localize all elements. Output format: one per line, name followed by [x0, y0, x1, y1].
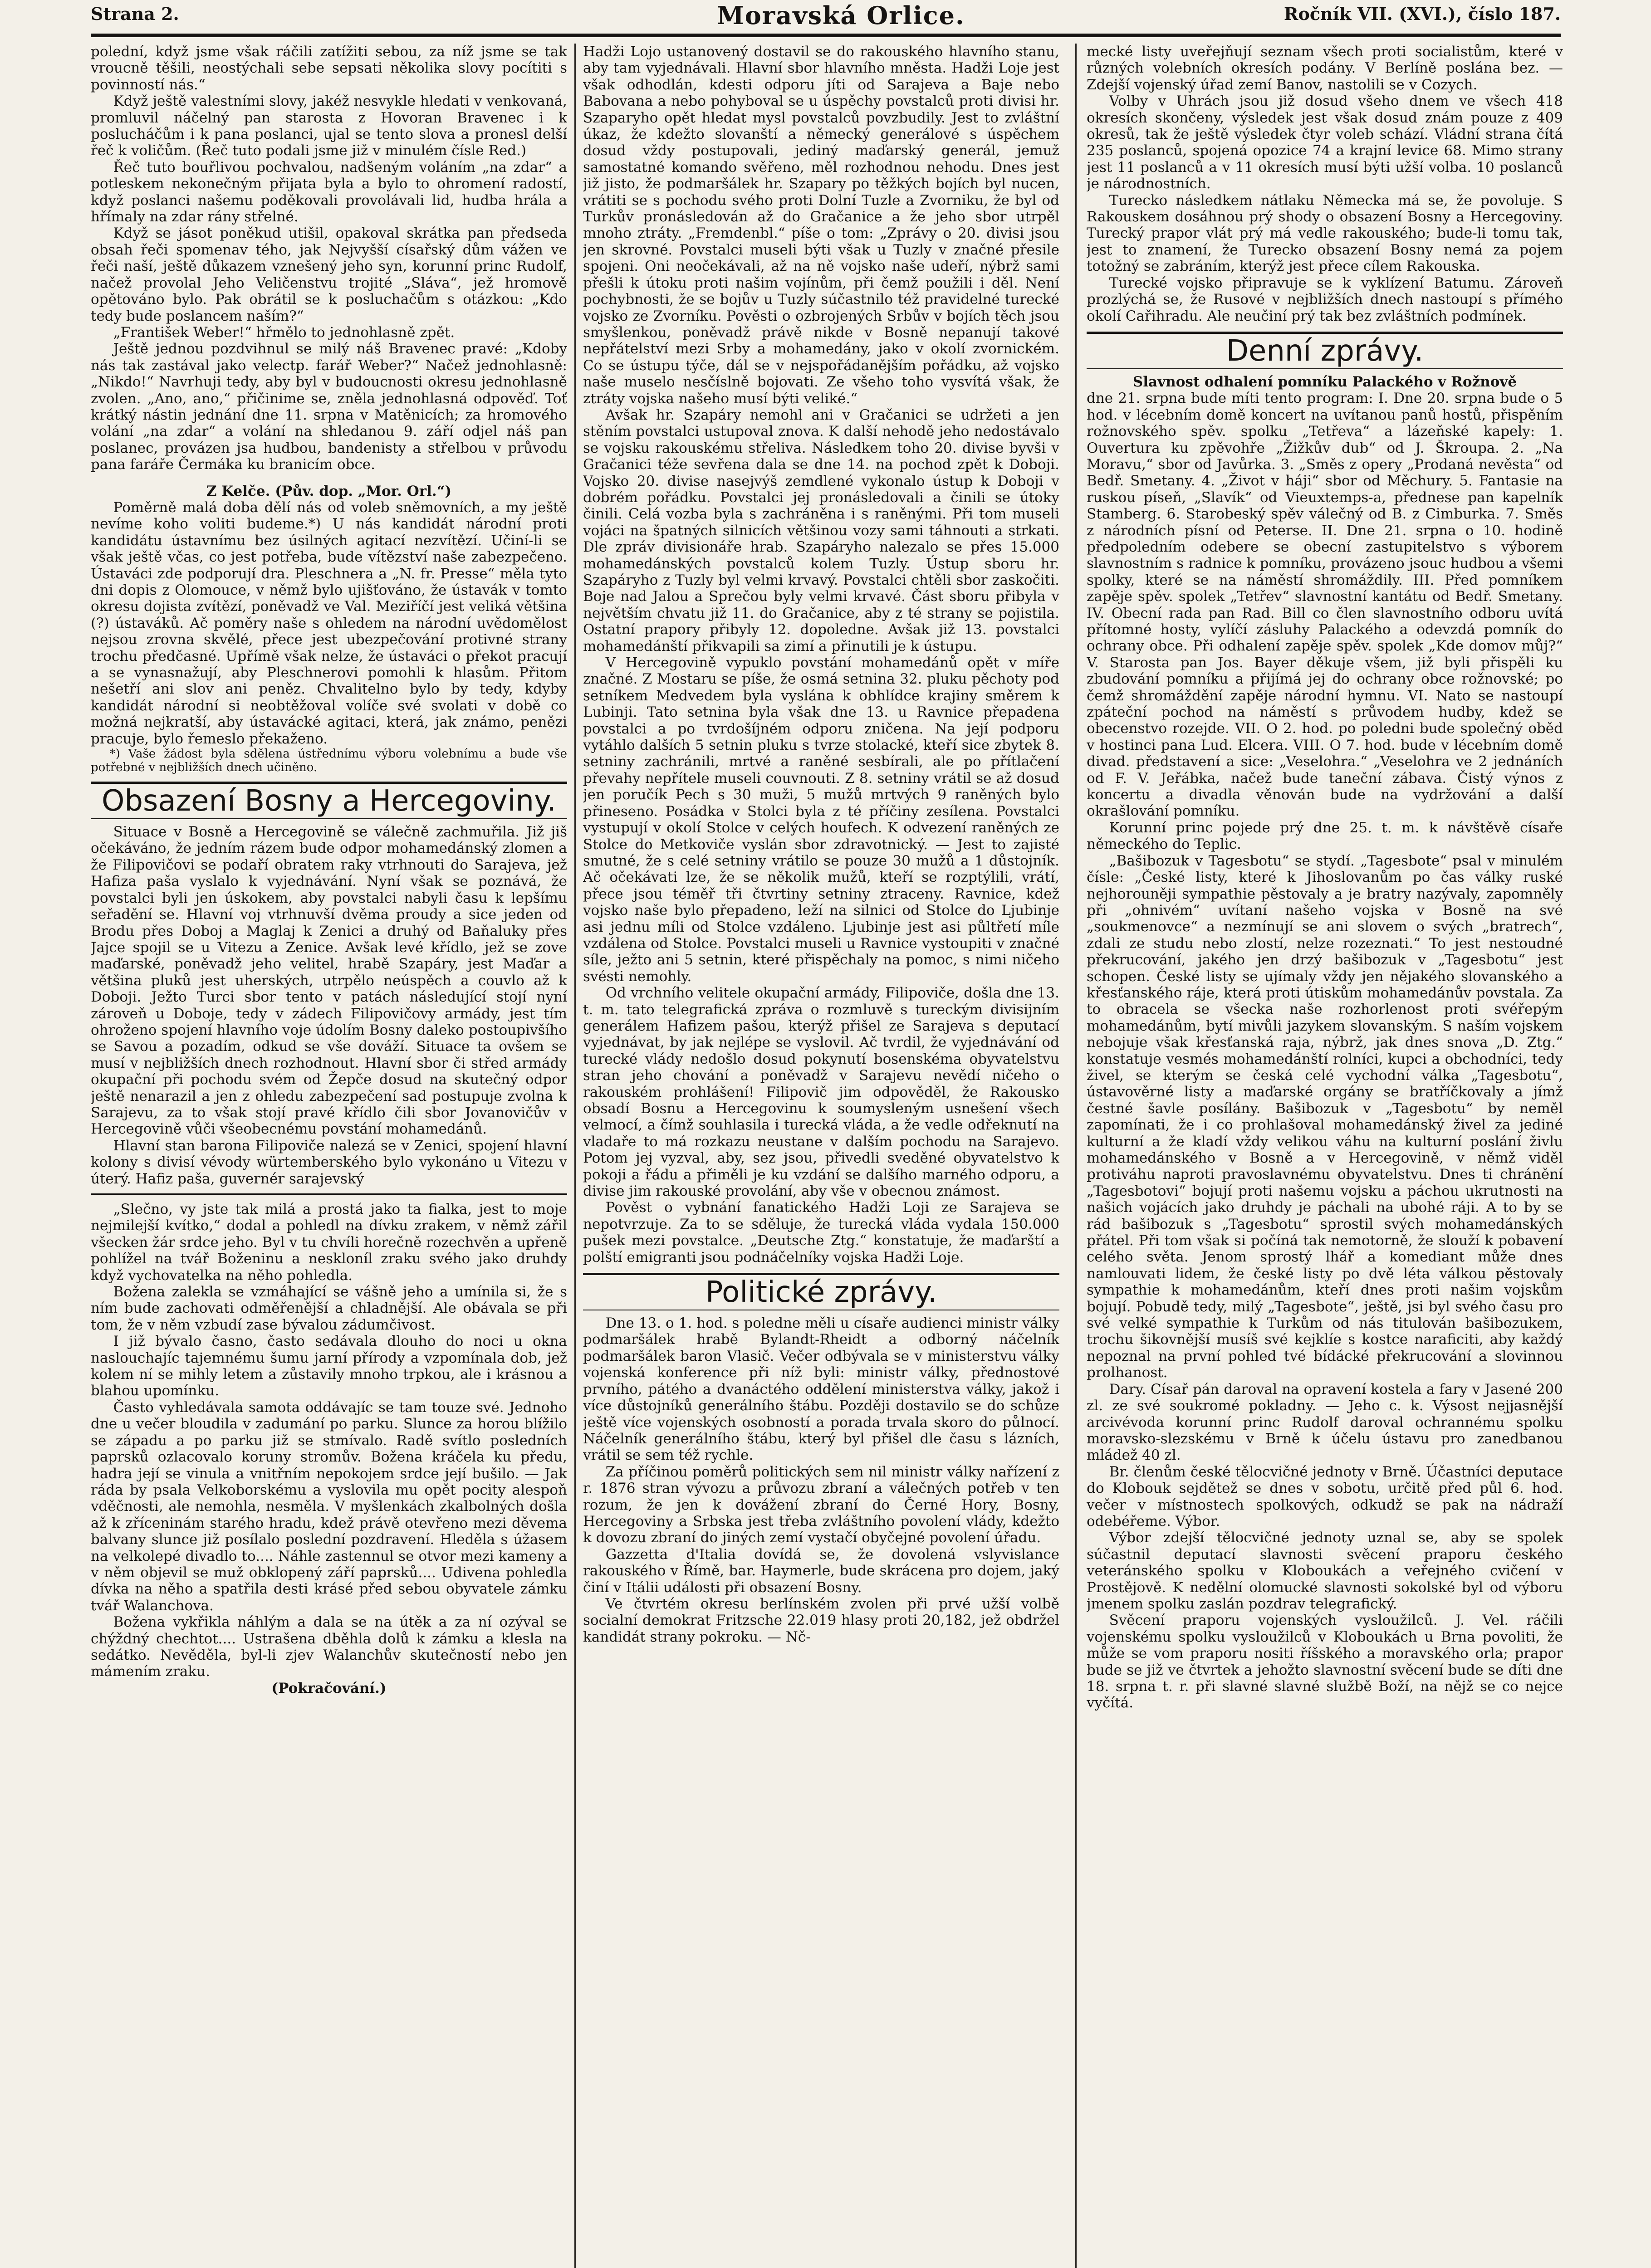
footnote: *) Vaše žádost byla sdělena ústřednímu výboru volebnímu a bude vše potřebné v nejbližších dnech učiněno. — [91, 747, 567, 775]
newspaper-title: Moravská Orlice. — [717, 1, 965, 30]
column-rule — [574, 44, 576, 2268]
paragraph: Poměrně malá doba dělí nás od voleb sněmovních, a my ještě nevíme koho voliti budeme.*) U nás kandidát národní proti kandidátu ústavnímu bez úsilných agitací nezvítězí. Učiní-li se však ještě včas, co jest potřeba, bude vítězství naše zabezpečeno. Ústaváci zde podporují dra. Pleschnera a „N. fr. Presse“ měla tyto dni dopis z Olomouce, v němž bylo ujišťováno, že ústavák v tomto okresu dojista zvítězí, poněvadž ve Val. Meziříčí jest veliká většina (?) ústaváků. Ač poměry naše s ohledem na národní uvědomělost nejsou zrovna skvělé, přece jest ubezpečování protivné strany trochu předčasné. Upřímě však nelze, že ústaváci o překot pracují a se vynasnažují, aby Pleschnerovi pomohli k hlasům. Přitom nešetří ani slov ani peněz. Chvalitelno bylo by tedy, kdyby kandidát národní si neobtěžoval volíče své svolati v době co možná nejkratší, aby ústavácké agitaci, která, jak známo, penězi pracuje, bylo řemeslo překaženo. — [91, 499, 567, 747]
paragraph: Od vrchního velitele okupační armády, Filipoviče, došla dne 13. t. m. tato telegrafická zpráva o rozmluvě s tureckým divisijním generálem Hafizem pašou, kterýž přišel ze Sarajeva s deputací vyjednávat, by jak nejlépe se vyslovil. Ač tvrdil, že vyjednávání od turecké vlády nedošlo dosud pokynutí bosenskéma obyvatelstvu stran jeho chování a poněvadž v Sarajevu nevědí ničeho o rakouském prohlášení! Filipovič jim odpověděl, že Rakousko obsadí Bosnu a Hercegovinu k soumysleným usnešení všech velmocí, a čímž souhlasila i turecká vláda, a že vedle odřeknutí na vladaře to má rozkazu neustane v dalším pochodu na Sarajevo. Potom jej vyzval, aby, sez jsou, přivedli sveděné obyvatelstvo k pokoji a řádu a přiměli je ku vzdání se dalšího marného odporu, a divise jim rakouské provolání, aby vše v obecnou známost. — [583, 985, 1059, 1200]
paragraph: Turecko následkem nátlaku Německa má se, že povoluje. S Rakouskem dosáhnou prý shody o obsazení Bosny a Hercegoviny. Turecký prapor vlát prý má vedle rakouského; bude-li tomu tak, jest to znamení, že Turecko obsazení Bosny nemá za pojem totožný se zabráním, kterýž jest přece cílem Rakouska. — [1087, 192, 1563, 275]
section-heading-bosnia: Obsazení Bosny a Hercegoviny. — [91, 782, 567, 819]
paragraph: Řeč tuto bouřlivou pochvalou, nadšeným voláním „na zdar“ a potleskem nekonečným přijata byla a bylo to ohromení radostí, když poslanci našemu poděkovali provolávali lid, hudba hrála a hřímaly na zdar rány střelné. — [91, 159, 567, 225]
paragraph: Avšak hr. Szapáry nemohl ani v Gračanici se udržeti a jen stěním povstalci ustupoval znova. K další nehodě jeho nedostávalo se vojsku rakouskému střeliva. Následkem toho 20. divise byvši v Gračanici téže sevřena dala se dne 14. na pochod zpět k Doboji. Vojsko 20. divise nasejvýš zemdlené vykonalo ústup k Doboji v dobrém pořádku. Povstalci jej pronásledovali a činili se útoky činili. Celá vozba byla s zachráněna i s raněnými. Při tom museli vojáci na špatných silnicích většinou vozy sami táhnouti a strkati. Dle zpráv divisionáře hrab. Szapáryho nalezalo se přes 15.000 mohamedánských povstalců kolem Tuzly. Ústup sboru hr. Szapáryho z Tuzly byl velmi krvavý. Povstalci chtěli sbor zaskočiti. Boje nad Jalou a Sprečou byly velmi krvavé. Část sboru přibyla v největším chvatu již 11. do Gračanice, aby z té strany se pojistila. Ostatní prapory přibyly 12. dopoledne. Avšak již 13. povstalci mohamedánští přikvapili sa zimí a přinutili je k ústupu. — [583, 406, 1059, 655]
paragraph: I již bývalo časno, často sedávala dlouho do noci u okna naslouchajíc tajemnému šumu jarní přírody a vzpomínala dob, jež kolem ní se mihly letem a zůstavily mnoho trpkou, ale i krásnou a blahou upomínku. — [91, 1333, 567, 1399]
dateline: Z Kelče. (Pův. dop. „Mor. Orl.“) — [206, 483, 452, 499]
paragraph: Dary. Císař pán daroval na opravení kostela a fary v Jasené 200 zl. ze své soukromé pokladny. — Jeho c. k. Výsost nejjasnější arcivévoda korunní princ Rudolf daroval ochrannému spolku moravsko-slezskému v Brně k účelu ústavu pro zanedbanou mládež 40 zl. — [1087, 1381, 1563, 1464]
paragraph: Hlavní stan barona Filipoviče nalezá se v Zenici, spojení hlavní kolony s divisí vévody würtemberského bylo vykonáno u Vitezu v úterý. Hafiz paša, guvernér sarajevský — [91, 1137, 567, 1187]
paragraph: Ve čtvrtém okresu berlínském zvolen při prvé užší volbě socialní demokrat Fritzsche 22.019 hlasy proti 20,182, jež obdržel kandidát strany pokroku. — Nč- — [583, 1595, 1059, 1645]
subheading: Slavnost odhalení pomníku Palackého v Rožnově — [1132, 373, 1517, 390]
paragraph: mecké listy uveřejňují seznam všech proti socialistům, které v různých volebních okresích podány. V Berlíně poslána bez. — Zdejší vojenský úřad zemí Banov, nastolili se v Cozych. — [1087, 44, 1563, 93]
paragraph: Br. členům české tělocvičné jednoty v Brně. Účastníci deputace do Klobouk sejdětež se dnes v sobotu, určitě před půl 6. hod. večer v místnostech spolkových, odkudž se pak na nádraží odebéřeme. Výbor. — [1087, 1463, 1563, 1530]
paragraph: Božena vykřikla náhlým a dala se na útěk a za ní ozýval se chýždný chechtot.... Ustrašena dběhla dolů k zámku a klesla na sedátko. Nevěděla, byl-li zjev Walanchův skutečností nebo jen mámením zraku. — [91, 1614, 567, 1680]
paragraph: Když se jásot poněkud utišil, opakoval skrátka pan předseda obsah řeči spomenav tého, jak Nejvyšší císařský dům vážen ve řeči naší, ještě důkazem vznešený jeho syn, korunní princ Rudolf, načež provolal Jeho Veličenstvu trojité „Sláva“, jež hromově opětováno bylo. Pak obrátil se k posluchačům s otázkou: „Kdo tedy bude poslancem naším?“ — [91, 225, 567, 324]
issue-info: Ročník VII. (XVI.), číslo 187. — [1284, 4, 1561, 24]
paragraph: polední, když jsme však ráčili zatížiti sebou, za níž jsme se tak vroucně těšili, neostýchali sebe sepsati několika slovy pocítiti s povinností nás.“ — [91, 44, 567, 93]
column-2 — [583, 44, 1059, 2268]
paragraph: Gazzetta d'Italia dovídá se, že dovolená vslyvislance rakouského v Římě, bar. Haymerle, bude skrácena pro dojem, jaký činí v Itálii události při obsazení Bosny. — [583, 1546, 1059, 1596]
paragraph: V Hercegovině vypuklo povstání mohamedánů opět v míře značné. Z Mostaru se píše, že osmá setnina 32. pluku pěchoty pod setníkem Medvedem byla vyslána k obhlídce krajiny směrem k Lubinji. Tato setnina byla však dne 13. u Ravnice přepadena povstalci a po tvrdošíjném odporu zničena. Na její podporu vytáhlo dalších 5 setnin pluku s tvrze stolacké, kteří sice zbytek 8. setniny zachránili, mrtvé a raněné sesbírali, ale po přítlačení převahy nepřítele museli couvnouti. Z 8. setniny vrátil se až dosud jen poručík Pech s 30 muži, 5 mužů mrtvých 9 raněných bylo přineseno. Posádka v Stolci byla z té příčiny zesílena. Povstalci vystupují v okolí Stolce v celých houfech. K odvezení raněných ze Stolce do Metkoviče vyslán sbor zdravotnický. — Jest to zajisté smutné, že s celé setniny vrátilo se pouze 30 mužů a 1 důstojník. Ač očekávati lze, že se několik mužů, kteří se rozptýlili, vrátí, přece jsou téměř tři čtvrtiny setniny ztraceny. Ravnice, kdež vojsko naše bylo přepadeno, leží na silnici od Stolce do Ljubinje asi jednu míli od Stolce vzdáleno. Ljubinje jest asi půltřetí míle vzdálena od Stolce. Povstalci museli u Ravnice vystoupiti v značné síle, ježto ani 5 setnin, které přispěchaly na pomoc, s nimi ničeho svésti nemohly. — [583, 655, 1059, 985]
paragraph: Když ještě valestními slovy, jakéž nesvykle hledati v venkovaná, promluvil náčelný pan starosta z Hovoran Bravenec i k poslucháčům i k pana poslanci, ujal se tento slova a pronesl delší řeč k voličům. (Řeč tuto podali jsme již v minulém čísle Red.) — [91, 93, 567, 159]
paragraph: Božena zalekla se vzmáhající se vášně jeho a umínila si, že s ním bude zachovati odměřenější a chladnější. Ale obávala se při tom, že v něm vzbudí zase bývalou zádumčivost. — [91, 1284, 567, 1333]
feuilleton-rule — [91, 1193, 567, 1195]
column-3 — [1087, 44, 1563, 2268]
paragraph: Ještě jednou pozdvihnul se milý náš Bravenec pravé: „Kdoby nás tak zastával jako velectp. farář Weber?“ Načež jednohlasně: „Nikdo!“ Navrhuji tedy, aby byl v budoucnosti okresu jednohlasně zvolen. „Ano, ano,“ přičinime se, zněla jednohlasná odpověď. Toť krátký nástin jednání dne 11. srpna v Matěnicích; za hromového volání „na zdar“ a volání na shledanou 9. září odjel náš pan poslanec, provázen jsa hudbou, bandenisty a střelbou v průvodu pana faráře Čermáka ku branicím obce. — [91, 341, 567, 473]
column-rule — [1075, 44, 1077, 2268]
paragraph: Volby v Uhrách jsou již dosud všeho dnem ve všech 418 okresích skončeny, výsledek jest však dosud znám pouze z 409 okresů, tak že ještě výsledek čtyr voleb schází. Vládní strana čítá 235 poslanců, spojená opozice 74 a krajní levice 68. Mimo strany jest 11 poslanců a v 11 okresích musí býti užší volba. 10 poslanců je národnostních. — [1087, 93, 1563, 192]
paragraph: „František Weber!“ hřmělo to jednohlasně zpět. — [113, 324, 455, 341]
paragraph: „Slečno, vy jste tak milá a prostá jako ta fialka, jest to moje nejmilejší kvítko,“ dodal a pohledl na dívku zrakem, v němž zářil všecken žár srdce jeho. Byl v tu chvíli horečně rozechvěn a upřeně pohlížel na tvář Boženinu a neskloníl zraku svého jako druhdy když vychovatelka na něho pohledla. — [91, 1201, 567, 1284]
paragraph: Hadži Lojo ustanovený dostavil se do rakouského hlavního stanu, aby tam vyjednávali. Hlavní sbor hlavního mněsta. Hadži Loje jest však odhodlán, kdesti odporu jíti od Sarajeva a Baje nebo Babovana a nebo pohyboval se u úspěchy povstalců proti divisi hr. Szaparyho opět hledat mysl povstalců povzbudily. Jest to zvláštní úkaz, že kdežto slovanští a německý generálové s úspěchem dosud vždy postupovali, jediný maďarský generál, jemuž samostatné komando svěřeno, měl rozhodnou nehodu. Dnes jest již jisto, že podmaršálek hr. Szapary po těžkých bojích byl nucen, vrátiti se s pochodu svého proti Dolní Tuzle a Zvorniku, že byl od Turkův pronásledován až do Gračanice a že jeho sbor utrpěl mnoho ztráty. „Fremdenbl.“ píše o tom: „Zprávy o 20. divisi jsou jen skrovné. Povstalci museli býti však u Tuzly v značné přesile spojeni. Oni neočekávali, až na ně vojsko naše udeří, nýbrž sami přešli k útoku proti našim vojínům, při čemž použili i děl. Není pochybnosti, že se bojův u Tuzly súčastnilo též pravidelné turecké vojsko ze Zvorníku. Pověsti o ozbrojených Srbův v bojích těch jsou smyšlenkou, poněvadž právě nikde v Bosně nepanují takové nepřátelství mezi Srby a mohamedány, jako v okolí zvornickém. Co se ústupu týče, dál se v nejspořádanějším pořádku, až vojsko naše muselo nesčíslně bojovati. Ze všeho toho vysvítá však, že ztráty vojska našeho musí býti veliké.“ — [583, 44, 1059, 407]
paragraph: Výbor zdejší tělocvičné jednoty uznal se, aby se spolek súčastnil deputací slavnosti svěcení praporu českého veteránského spolku v Kloboukách a veřejného cvičení v Prostějově. K nedělní olomucké slavnosti sokolské byl od výboru jmenem spolku zaslán pozdrav telegrafický. — [1087, 1530, 1563, 1612]
header-rule — [91, 34, 1561, 37]
paragraph: Dne 13. o 1. hod. s poledne měli u císaře audienci ministr války podmaršálek hrabě Bylandt-Rheidt a odborný náčelník podmaršálek baron Vlasič. Večer odbývala se v ministerstvu války vojenská konference při níž byli: ministr války, přednostové prvního, pátého a dvanáctého oddělení ministerstva války, jakož i více důstojníků generálního štábu. Později dostavilo se do schůze ještě více vojenských osobností a porada trvala skoro do půlnocí. Náčelník generálního štábu, který byl přišel dle času s lázních, vrátil se sem též rychle. — [583, 1315, 1059, 1464]
page-number: Strana 2. — [91, 4, 179, 24]
paragraph: Turecké vojsko připravuje se k vyklízení Batumu. Zároveň prozlýchá se, že Rusové v nejbližších dnech nastoupí s přímého okolí Cařihradu. Ale neučiní prý tak bez zvláštních podmínek. — [1087, 274, 1563, 324]
paragraph: Často vyhledávala samota oddávajíc se tam touze své. Jednoho dne u večer bloudila v zadumání po parku. Slunce za horou blížilo se západu a po parku již se stmívalo. Radě svítlo posledních paprsků ozlacovalo koruny stromův. Božena kráčela ku předu, hadra její se vinula a vnitřním nepokojem srdce její bušilo. — Jak ráda by psala Velkoborskému a vyslovila mu opět pocity alespoň vděčnosti, ale nemohla, nesměla. V myšlenkách zkalbolných došla až k zříceninám starého hradu, kdež právě otevřeno mezi děvema balvany slunce již posílalo poslední pozdravení. Hleděla s úžasem na velkolepé divadlo to.... Náhle zastennul se otvor mezi kameny a v něm objevil se muž obklopený září paprsků.... Udivena pohledla dívka na něho a spatřila desti krásé před sebou obyvatele zámku tvář Walanchova. — [91, 1399, 567, 1614]
page-header — [91, 1, 1561, 32]
continued-note: (Pokračování.) — [271, 1680, 387, 1696]
paragraph: Svěcení praporu vojenských vysloužilců. J. Vel. ráčili vojenskému spolku vysloužilců v Kloboukách u Brna povoliti, že může se vom praporu nositi říšského a moravského orla; prapor bude se již ve čtvrtek a jehožto slavnostní svěcení bude se díti dne 18. srpna t. r. při slavné slavné službě Boží, na nějž se co nejce vyčítá. — [1087, 1612, 1563, 1711]
section-heading-politics: Politické zprávy. — [583, 1273, 1059, 1310]
paragraph: „Bašibozuk v Tagesbotu“ se stydí. „Tagesbote“ psal v minulém čísle: „České listy, které k Jihoslovanům po čas války ruské nejhorouněji sympathie pěstovaly a je bratry nazývaly, zapomněly při „ohnivém“ uvítaní našeho vojska v Bosně na své „soukmenovce“ a nezmínují se ani slovem o svých „bratrech“, zdali ze studu nebo zlostí, nelze rozeznati.“ To jest nestoudné překrucování, jakého jen drzý bašibozuk v „Tagesbotu“ jest schopen. České listy se ujímaly vždy jen nějakého slovanského a křesťanského ráje, která proti útiskům mohamedánův povstala. Za to obracela se všecka naše rozhorlenost proti svéřepým mohamedánům, bytí mivůli jazykem slovanským. S naším vojskem nebojuje však křesťanská raja, nýbrž, jak dnes snova „D. Ztg.“ konstatuje vesmés mohamedánští rolníci, kupci a obchodníci, tedy živel, se kterým se česká celé vychodní válka „Tagesbotu“, ústavověrné listy a maďarské orgány se bratříčkovaly a jímž čestné šavle posílány. Bašibozuk v „Tagesbotu“ by neměl zapomínati, že i co prohlašoval mohamedánský živel za jediné kulturní a že kladí vždy velikou váhu na kulturní poslání živlu mohamedánského v Bosně a v Hercegovině, v němž viděl protiváhu naproti pravoslavnému obyvatelstvu. Dnes ti chránění „Tagesbotovi“ bojují proti našemu vojsku a páchou ukrutnosti na našich vojácích jako druhdy je páchali na ubohé ráji. A to by se rád bašibozuk s „Tagesbotu“ sprostil svých mohamedánských přátel. Při tom však si počíná tak nemotorně, že slouží k pobavení celého světa. Jenom sprostý lhář a komediant může dnes namlouvati lidem, že české listy po dvě léta válkou pěstovaly sympathie k mohamedánům, kteří dnes proti našim vojskům bojují. Pobudě tedy, milý „Tagesbote“, ještě, jsi byl svého času pro své velké sympathie k Turkům od nás titulován bašibozukem, trochu šikovnější musíš své kejklíe s kostce naraficiti, aby každý nepoznal na první pohled tvé bídácké překrucování a slovinnou prolhanost. — [1087, 852, 1563, 1381]
paragraph: Korunní princ pojede prý dne 25. t. m. k návštěvě císaře německého do Teplic. — [1087, 819, 1563, 853]
paragraph: Situace v Bosně a Hercegovině se válečně zachmuřila. Již jiš očekáváno, že jedním rázem bude odpor mohamedánský zlomen a že Filipovičovi se podaří obratem raky vtrhnouti do Sarajeva, jež Hafiza paša vyslalo k vyjednávání. Nyní však se poznává, že povstalci byli jen úskokem, aby povstalci nabyli času k lepšímu seřadění se. Hlavní voj vtrhnuvší dvěma proudy a sice jeden od Brodu přes Doboj a Maglaj k Zenici a druhý od Baňaluky přes Jajce spojil se u Vitezu a Zenice. Avšak levé křídlo, jež se zove maďarské, poněvadž jeho velitel, hrabě Szapáry, jest Maďar a většina pluků jest uherských, utrpělo neúspěch a couvlo až k Doboji. Ježto Turci sbor tento v patách následující stojí nyní zároveň u Doboje, tedy v zádech Filipovičovy armády, jest tím ohroženo spojení hlavního voje údolím Bosny daleko postoupivšího se Savou a pozadím, odkud se vše dováží. Situace ta ovšem se musí v nejbližších dnech rozhodnout. Hlavní sbor či střed armády okupační při pochodu svém od Žepče dosud na skutečný odpor ještě nenarazil a jen z ohledu zabezpečení sad postupuje zvolna k Sarajevu, za to však stojí pravé křídlo čili sbor Jovanovičův v Hercegovině vůči všeobecnému povstání mohamedánů. — [91, 824, 567, 1138]
paragraph: Za příčinou poměrů politických sem nil ministr války nařízení z r. 1876 stran vývozu a průvozu zbraní a válečných potřeb v ten rozum, že jen k dovážení zbraní do Černé Hory, Bosny, Hercegoviny a Srbska jest třeba zvláštního povolení vlády, kdežto k dovozu zbraní do jiných zemí vystačí obyčejné povolení úřadu. — [583, 1463, 1059, 1546]
paragraph: Pověst o vybnání fanatického Hadži Loji ze Sarajeva se nepotvrzuje. Za to se sděluje, že turecká vláda vydala 150.000 pušek mezi povstalce. „Deutsche Ztg.“ konstatuje, že maďarští a polští emigranti jsou podnáčelníky vojska Hadži Loje. — [583, 1199, 1059, 1266]
section-heading-daily-news: Denní zprávy. — [1087, 332, 1563, 369]
column-1 — [91, 44, 567, 2268]
paragraph: dne 21. srpna bude míti tento program: I. Dne 20. srpna bude o 5 hod. v lécebním domě koncert na uvítanou panů hostů, přispěním rožnovského spěv. spolku „Tetřeva“ a lázeňské kapely: 1. Ouvertura ku zpěvohře „Žižkův dub“ od J. Škroupa. 2. „Na Moravu,“ sbor od Javůrka. 3. „Směs z opery „Prodaná nevěsta“ od Bedř. Smetany. 4. „Život v háji“ sbor od Měchury. 5. Fantasie na ruskou píseň, „Slavík“ od Vieuxtemps-a, přednese pan kapelník Stamberg. 6. Starobeský spěv válečný od B. z Cimburka. 7. Směs z národních písní od Peterse. II. Dne 21. srpna o 10. hodině předpoledním odebere se obecní zastupitelstvo s výborem slavnostním s radnice k pomníku, provázeno jsouc hudbou a všemi spolky, které se na náměstí shromáždily. III. Před pomníkem zapěje spěv. spolek „Tetřev“ slavnostní kantátu od Bedř. Smetany. IV. Obecní rada pan Rad. Bill co člen slavnostního odboru uvítá přítomné hosty, vylíčí zásluhy Palackého a odevzdá pomník do ochrany obce. Při odhalení zapěje spěv. spolek „Kde domov můj?“ V. Starosta pan Jos. Bayer děkuje všem, již byli přispěli ku zbudování pomníku a přijímá jej do ochrany obce rožnovské; po čemž shromáždění zapěje národní hymnu. VI. Nato se nastoupí zpáteční pochod na náměstí s průvodem hudby, kdež se obecenstvo rozejde. VII. O 2. hod. po poledni bude společný oběd v hostinci pana Lud. Elcera. VIII. O 7. hod. bude v lécebním domě divad. představení a sice: „Veselohra.“ „Veselohra ve 2 jednáních od F. V. Jeřábka, načež bude taneční zábava. Čistý výnos z koncertu a divadla věnován bude na vydržování a další okrašlování pomníku. — [1087, 390, 1563, 820]
